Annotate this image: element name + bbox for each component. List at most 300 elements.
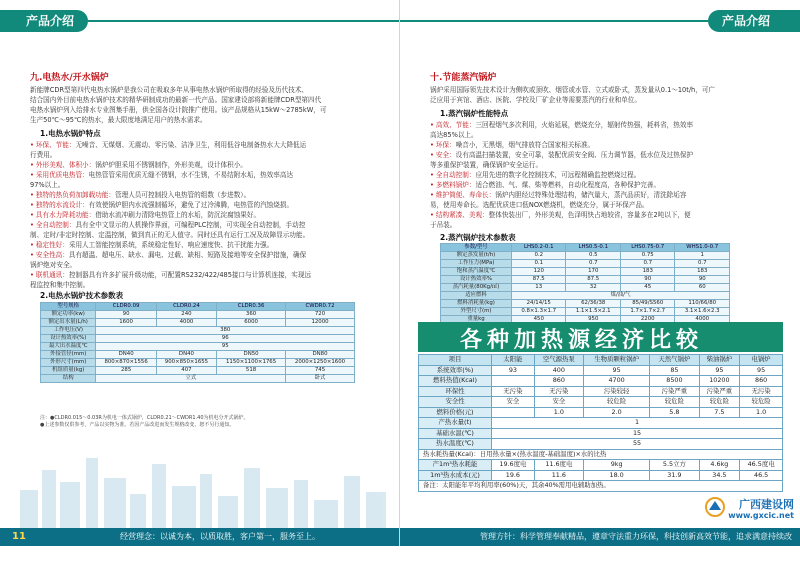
table-header-cell: 空气源热泵 xyxy=(534,355,583,366)
bullet-icon: • xyxy=(30,141,34,149)
table-cell: 0.5 xyxy=(566,252,621,260)
feature-item xyxy=(30,200,385,210)
table-cell: 7.5 xyxy=(699,407,740,418)
table-cell: 12000 xyxy=(286,319,355,327)
table-cell: 1.0 xyxy=(740,407,783,418)
table-cell: 800×870×1556 xyxy=(96,359,156,367)
table-cell: 360 xyxy=(217,311,286,319)
feature-key: 高效、节能： xyxy=(435,121,476,129)
table-header-cell: WHS1.0-0.7 xyxy=(675,244,730,252)
table-header-cell: CWDR0.72 xyxy=(286,303,355,311)
feature-text: 管理人员可控制投入电热管的组数（步进数）。 xyxy=(115,191,251,199)
left-header-tab: 产品介绍 xyxy=(0,10,88,32)
table-cell: 0.7 xyxy=(620,260,675,268)
table-cell: 93 xyxy=(492,365,535,376)
table-cell: 安全 xyxy=(492,397,535,408)
table-cell: 立式 xyxy=(96,375,286,383)
bullet-icon: • xyxy=(30,191,34,199)
table-header-cell: 生物质颗粒锅炉 xyxy=(583,355,649,366)
formula-cell: 热水耗热量(Kcal)：日用热水量×(热水温度-基础温度)×水的比热 xyxy=(419,449,783,460)
feature-key: 全自动控制： xyxy=(435,171,476,179)
bullet-icon: • xyxy=(430,171,434,179)
feature-item xyxy=(430,220,788,230)
feature-text: 噪音小，无黑烟，烟气排放符合国家相关标准。 xyxy=(455,141,595,149)
table-cell: 0.75 xyxy=(620,252,675,260)
left-intro-line: 结合国内外目前电热水锅炉技术的精华研制成功的最新一代产品。国家建设部将新能牌CDR型第四代 xyxy=(30,96,322,104)
table-header-cell: 柴油锅炉 xyxy=(699,355,740,366)
table-cell: 85/49/S560 xyxy=(620,300,675,308)
table-cell: 95 xyxy=(740,365,783,376)
feature-text: 三回程烟气多次利用，火焰延展，燃烧充分，辐射传热强，耗料省，热效率 xyxy=(475,121,694,129)
feature-text: 行费用。 xyxy=(30,151,57,159)
table-cell: 34.5 xyxy=(699,470,740,481)
table-cell: 46.5 xyxy=(740,470,783,481)
table-cell: 95 xyxy=(583,365,649,376)
feature-key: 联机通讯： xyxy=(35,271,69,279)
table-cell: 2.0 xyxy=(583,407,649,418)
feature-item xyxy=(430,170,788,180)
electric-boiler-spec-table xyxy=(40,302,355,383)
table-row xyxy=(419,428,783,439)
feature-text: 易，使用寿命长。选配优质进口低NOX燃烧机，燃烧充分，属于环保产品。 xyxy=(430,201,649,209)
footer-motto: 管理方针：科学管理奉献精品，遵章守法重力环保，科技创新高效节能，追求满意持续改进。 xyxy=(480,532,792,559)
feature-key: 采用优质电热管： xyxy=(35,171,89,179)
feature-text: 电热管管采用优质无缝不锈钢，水不生锈，不易结附水垢，热效率高达 xyxy=(88,171,294,179)
feature-item xyxy=(30,170,385,180)
left-intro-line: 电热水锅炉列入给排水专业图集手册，供全国各设计院推广使用。该产品规格从15kW～2785kW，可 xyxy=(30,106,327,114)
table-cell: 90 xyxy=(96,311,156,319)
table-cell: 外接管径(mm) xyxy=(41,351,96,359)
table-cell: 400 xyxy=(534,365,583,376)
table-cell: 煤/油/气 xyxy=(511,292,729,300)
bullet-icon: • xyxy=(30,211,34,219)
table-row xyxy=(441,276,730,284)
table-cell: 18.0 xyxy=(583,470,649,481)
feature-text: 97%以上。 xyxy=(30,181,65,189)
bullet-icon: • xyxy=(30,251,34,259)
bullet-icon: • xyxy=(30,171,34,179)
table-cell: 5.8 xyxy=(650,407,699,418)
table-cell: DN80 xyxy=(286,351,355,359)
feature-item xyxy=(30,210,385,220)
feature-item xyxy=(430,130,788,140)
table-cell: 110/66/80 xyxy=(675,300,730,308)
table-header-row xyxy=(441,244,730,252)
table-cell: 燃料热值(Kcal) xyxy=(419,376,492,387)
feature-text: 制、定时/非定时控制、定温控制，做到真正的无人值守。同时还具有运行工况及故障显示功能。 xyxy=(30,231,310,239)
table-cell: 较危险 xyxy=(740,397,783,408)
right-features-list xyxy=(430,120,788,230)
table-cell: 407 xyxy=(156,367,216,375)
table-header-cell: 电锅炉 xyxy=(740,355,783,366)
table-cell: 11.6度电 xyxy=(534,460,583,471)
table-cell: 额定蒸发量(t/h) xyxy=(441,252,512,260)
feature-item xyxy=(30,140,385,150)
left-page xyxy=(0,0,400,546)
table-row xyxy=(419,418,783,429)
table-cell: 4.6kg xyxy=(699,460,740,471)
table-cell: 31.9 xyxy=(650,470,699,481)
feature-item xyxy=(30,260,385,270)
feature-text: 借助水流冲刷力清除电热管上的水垢，防沉淀腐蚀果好。 xyxy=(95,211,261,219)
table-cell: 机组质量(kg) xyxy=(41,367,96,375)
feature-key: 安全性高： xyxy=(35,251,69,259)
table-cell: 860 xyxy=(534,376,583,387)
table-cell: 较危险 xyxy=(699,397,740,408)
left-intro-line: 新能牌CDR型第四代电热水锅炉是我公司在吸取多年从事电热水锅炉所取得的经验及历代技术、 xyxy=(30,86,309,94)
bullet-icon: • xyxy=(430,151,434,159)
feature-item xyxy=(30,280,385,290)
table-row xyxy=(41,359,355,367)
feature-key: 维护简便、寿命长： xyxy=(435,191,496,199)
table-cell: 46.5度电 xyxy=(740,460,783,471)
right-section-title: 十.节能蒸汽锅炉 xyxy=(430,73,497,83)
feature-key: 多燃料锅炉： xyxy=(435,181,476,189)
table-cell: 产1m³热水耗能 xyxy=(419,460,492,471)
table-cell: 无污染 xyxy=(740,386,783,397)
table-cell: 1600 xyxy=(96,319,156,327)
right-intro-line: 泛应用于宾馆、酒店、医院、学校及厂矿企业等需要蒸汽的行业和单位。 xyxy=(430,96,641,104)
feature-item xyxy=(430,210,788,220)
table-cell: 产热水量(t) xyxy=(419,418,492,429)
table-header-cell: 太阳能 xyxy=(492,355,535,366)
table-cell: 5.5立方 xyxy=(650,460,699,471)
table-row xyxy=(41,335,355,343)
right-footer xyxy=(400,528,800,559)
left-section-title: 九.电热水/开水锅炉 xyxy=(30,73,109,83)
feature-item xyxy=(430,150,788,160)
table-cell: 6000 xyxy=(217,319,286,327)
table-row xyxy=(419,439,783,450)
feature-item xyxy=(430,160,788,170)
feature-item xyxy=(430,190,788,200)
table-cell: 安全性 xyxy=(419,397,492,408)
comparison-banner xyxy=(418,322,783,352)
table-cell: 1m³热水成本(元) xyxy=(419,470,492,481)
table-row xyxy=(419,397,783,408)
left-features-list xyxy=(30,140,385,290)
table-cell: 55 xyxy=(492,439,783,450)
note-line: 注：●CLDR0.015～0.03R为机电一体式锅炉，CLDR0.21～CWDR1.40为机电分开式锅炉。 xyxy=(40,415,249,421)
table-row xyxy=(441,292,730,300)
left-table-title: 2.电热水锅炉技术参数表 xyxy=(40,291,124,300)
table-header-cell: LHS0.75-0.7 xyxy=(620,244,675,252)
right-header-tab: 产品介绍 xyxy=(708,10,800,32)
feature-text: 锅炉内胆经过特殊处理结构，储汽量大，蒸汽品质好，清洗除垢容 xyxy=(495,191,687,199)
table-row xyxy=(419,386,783,397)
table-cell xyxy=(492,376,535,387)
table-cell: 745 xyxy=(286,367,355,375)
table-cell: 额定功率(kw) xyxy=(41,311,96,319)
table-header-cell: LHS0.5-0.1 xyxy=(566,244,621,252)
table-cell: 90 xyxy=(620,276,675,284)
table-cell xyxy=(492,407,535,418)
feature-text: 等多重保护装置，确保锅炉安全运行。 xyxy=(430,161,543,169)
bullet-icon: • xyxy=(30,241,34,249)
table-cell: 设计热效率% xyxy=(441,276,512,284)
feature-key: 环保： xyxy=(435,141,456,149)
feature-text: 适合燃油、气、煤、柴等燃料，自动化程度高，各种保护完善。 xyxy=(475,181,661,189)
table-cell: 85 xyxy=(650,365,699,376)
table-row xyxy=(41,343,355,351)
table-cell: 工作电压(V) xyxy=(41,327,96,335)
table-cell: 0.7 xyxy=(675,260,730,268)
table-cell: 1.1×1.5×2.1 xyxy=(566,308,621,316)
table-cell: DN40 xyxy=(156,351,216,359)
table-header-cell: CLDR0.24 xyxy=(156,303,216,311)
table-cell: 95 xyxy=(96,343,355,351)
table-cell: 720 xyxy=(286,311,355,319)
feature-text: 无噪音、无煤烟、无震动、零污染、洁净卫生，利用低谷电制备热水大大降低运 xyxy=(75,141,307,149)
table-header-row xyxy=(41,303,355,311)
table-cell: 外形尺寸(mm) xyxy=(41,359,96,367)
table-cell: 90 xyxy=(675,276,730,284)
table-cell: 19.6度电 xyxy=(492,460,535,471)
feature-text: 有效使锅炉胆内水流强制循环，避免了过冷沸腾，电热管的汽蚀烧损。 xyxy=(88,201,294,209)
feature-item xyxy=(430,180,788,190)
table-cell: 10200 xyxy=(699,376,740,387)
table-header-cell: 天然气锅炉 xyxy=(650,355,699,366)
feature-item xyxy=(430,120,788,130)
header-rule xyxy=(400,20,708,22)
table-cell: 污染严重 xyxy=(699,386,740,397)
feature-item xyxy=(30,270,385,280)
table-header-row xyxy=(419,355,783,366)
right-features-title: 1.蒸汽锅炉性能特点 xyxy=(440,109,509,118)
table-cell: 87.5 xyxy=(511,276,566,284)
table-row xyxy=(41,375,355,383)
table-row xyxy=(41,319,355,327)
table-cell: 外型尺寸(m) xyxy=(441,308,512,316)
feature-text: 设有高温扫描装置，安全可靠，装配优质安全阀、压力调节器，低水位及过热保护 xyxy=(455,151,694,159)
watermark-icon xyxy=(704,496,726,518)
feature-key: 环保、节能： xyxy=(35,141,76,149)
note-line: ●上述参数仅供参考，产品以实物为准。若因产品改进而发生规格改变，恕不另行通知。 xyxy=(40,422,235,428)
table-cell: 8500 xyxy=(650,376,699,387)
left-notes xyxy=(40,415,380,429)
table-cell: 无污染 xyxy=(492,386,535,397)
city-skyline-decoration xyxy=(0,450,400,528)
bullet-icon: • xyxy=(430,121,434,129)
table-row xyxy=(419,407,783,418)
table-cell: 环保性 xyxy=(419,386,492,397)
table-cell: 170 xyxy=(566,268,621,276)
feature-item xyxy=(30,250,385,260)
table-cell: 重量kg xyxy=(441,316,512,324)
table-cell: 3.1×1.6×2.3 xyxy=(675,308,730,316)
table-cell: 60 xyxy=(675,284,730,292)
left-intro xyxy=(30,85,385,125)
feature-item xyxy=(30,220,385,230)
table-row xyxy=(419,449,783,460)
watermark-url: www.gxcic.net xyxy=(728,511,794,520)
table-cell: 设计热效率(%) xyxy=(41,335,96,343)
feature-key: 结构紧凑、美观： xyxy=(435,211,489,219)
table-row xyxy=(441,308,730,316)
table-cell: 19.6 xyxy=(492,470,535,481)
table-cell: 1 xyxy=(675,252,730,260)
bullet-icon: • xyxy=(30,161,34,169)
table-cell: 4000 xyxy=(156,319,216,327)
table-cell: 1.7×1.7×2.7 xyxy=(620,308,675,316)
table-cell: 4700 xyxy=(583,376,649,387)
table-row xyxy=(419,376,783,387)
bullet-icon: • xyxy=(430,191,434,199)
table-cell: 蒸汽耗量(80Kg/㎡) xyxy=(441,284,512,292)
table-cell: 基础水温(℃) xyxy=(419,428,492,439)
table-row xyxy=(41,311,355,319)
feature-key: 稳定性好： xyxy=(35,241,69,249)
table-row xyxy=(441,268,730,276)
table-cell: 24/14/15 xyxy=(511,300,566,308)
watermark-text: 广西建设网 xyxy=(739,498,794,511)
feature-key: 全自动控制： xyxy=(35,221,76,229)
feature-item xyxy=(30,160,385,170)
table-cell: 87.5 xyxy=(566,276,621,284)
feature-text: 采用人工智能控制系统，系统稳定性好、响应速度快、抗干扰能力强。 xyxy=(68,241,274,249)
comparison-banner-title: 各种加热源经济比较 xyxy=(460,327,704,353)
table-cell: 4000 xyxy=(675,316,730,324)
table-cell: 0.2 xyxy=(511,252,566,260)
table-cell: 污染严重 xyxy=(650,386,699,397)
right-table-title: 2.蒸汽锅炉技术参数表 xyxy=(440,233,516,242)
table-cell: 2000×1250×1600 xyxy=(286,359,355,367)
watermark-logo xyxy=(704,494,796,526)
table-row xyxy=(441,284,730,292)
table-cell: 9kg xyxy=(583,460,649,471)
bullet-icon: • xyxy=(430,141,434,149)
bullet-icon: • xyxy=(30,271,34,279)
feature-item xyxy=(430,140,788,150)
table-cell: 0.8×1.3×1.7 xyxy=(511,308,566,316)
table-cell: 燃料价格(元) xyxy=(419,407,492,418)
steam-boiler-spec-table xyxy=(440,243,730,324)
table-cell: 32 xyxy=(566,284,621,292)
table-cell: DN50 xyxy=(217,351,286,359)
footnote-cell: 备注：太阳能年平均利用率(60%)天，其余40%需用电辅助加热。 xyxy=(419,481,783,492)
right-page xyxy=(400,0,800,559)
table-row xyxy=(41,351,355,359)
table-cell: 热水温度(℃) xyxy=(419,439,492,450)
left-intro-line: 生产50℃～95℃的热水，最大限度地满足用户的热水需求。 xyxy=(30,116,207,124)
table-cell: 0.1 xyxy=(511,260,566,268)
table-cell: 11.6 xyxy=(534,470,583,481)
table-cell: 285 xyxy=(96,367,156,375)
table-cell: 15 xyxy=(492,428,783,439)
table-row xyxy=(419,470,783,481)
bullet-icon: • xyxy=(430,211,434,219)
heat-source-comparison-table xyxy=(418,354,783,492)
feature-key: 外形美观、体积小： xyxy=(35,161,96,169)
feature-key: 具有水力降耗功能： xyxy=(35,211,96,219)
table-row xyxy=(419,481,783,492)
table-header-cell: 参数/型号 xyxy=(441,244,512,252)
feature-text: 应用先进的数字化控制技术，可远程精确监控燃烧过程。 xyxy=(475,171,641,179)
bullet-icon: • xyxy=(30,221,34,229)
table-row xyxy=(441,300,730,308)
feature-text: 高达85%以上。 xyxy=(430,131,478,139)
table-cell: 950 xyxy=(566,316,621,324)
left-footer xyxy=(0,528,399,546)
table-header-cell: 项目 xyxy=(419,355,492,366)
feature-item xyxy=(30,240,385,250)
table-row xyxy=(41,367,355,375)
table-cell: 适应燃料 xyxy=(441,292,512,300)
table-header-cell: LHS0.2-0.1 xyxy=(511,244,566,252)
feature-text: 整体快装出厂，外形美观，色泽明快占地较省，容量多在2吨以下，便 xyxy=(488,211,691,219)
feature-key: 独特的热负荷加卸载功能： xyxy=(35,191,116,199)
table-cell: 1 xyxy=(492,418,783,429)
feature-key: 安全： xyxy=(435,151,456,159)
table-cell: 183 xyxy=(675,268,730,276)
table-cell: 900×850×1655 xyxy=(156,359,216,367)
page-number: 11 xyxy=(12,531,26,542)
table-cell: 额定出水量(L/h) xyxy=(41,319,96,327)
feature-text: 锅炉炉胆采用不锈钢制作，外形美观，设计体积小。 xyxy=(95,161,247,169)
table-cell: 380 xyxy=(96,327,355,335)
table-row xyxy=(419,365,783,376)
table-cell: 1.0 xyxy=(534,407,583,418)
feature-item xyxy=(430,200,788,210)
left-features-title: 1.电热水锅炉特点 xyxy=(40,129,101,138)
feature-item xyxy=(30,190,385,200)
table-cell: 安全 xyxy=(534,397,583,408)
feature-text: 程监控和集中控制。 xyxy=(30,281,90,289)
table-cell: 95 xyxy=(699,365,740,376)
table-cell: 13 xyxy=(511,284,566,292)
table-cell: 较危险 xyxy=(583,397,649,408)
table-cell: 45 xyxy=(620,284,675,292)
table-cell: 860 xyxy=(740,376,783,387)
feature-text: 于吊装。 xyxy=(430,221,457,229)
table-cell: 饱和蒸汽温度℃ xyxy=(441,268,512,276)
feature-key: 独特的水流设计： xyxy=(35,201,89,209)
table-cell: 较危险 xyxy=(650,397,699,408)
table-row xyxy=(441,260,730,268)
table-cell: 183 xyxy=(620,268,675,276)
table-cell: 240 xyxy=(156,311,216,319)
feature-text: 具有超温、超电压、缺水、漏电、过载、缺相、短路及接地等安全保护措施，确保 xyxy=(68,251,307,259)
table-cell: 燃料消耗量(kg) xyxy=(441,300,512,308)
bullet-icon: • xyxy=(30,201,34,209)
table-header-cell: 型号规格 xyxy=(41,303,96,311)
table-header-cell: CLDR0.36 xyxy=(217,303,286,311)
footer-motto: 经营理念：以诚为本，以质取胜，客户第一，服务至上。 xyxy=(120,532,320,541)
feature-text: 具有全中文显示的人机操作界面，可编程PLC控制，可实现全自动控制，手动控 xyxy=(75,221,306,229)
right-intro xyxy=(430,85,785,105)
feature-item xyxy=(30,230,385,240)
table-cell: DN40 xyxy=(96,351,156,359)
table-cell: 卧式 xyxy=(286,375,355,383)
table-cell: 工作压力(MPa) xyxy=(441,260,512,268)
table-cell: 污染较轻 xyxy=(583,386,649,397)
table-cell: 450 xyxy=(511,316,566,324)
table-cell: 无污染 xyxy=(534,386,583,397)
header-rule xyxy=(88,20,399,22)
table-row xyxy=(419,460,783,471)
table-row xyxy=(41,327,355,335)
table-cell: 0.7 xyxy=(566,260,621,268)
right-intro-line: 锅炉采用国际领先技术设计为侧吹或顶吹、烟管或水管、立式或卧式，蒸发量从0.1～10t/h，可广 xyxy=(430,86,716,94)
feature-item xyxy=(30,150,385,160)
table-cell: 系统效率(%) xyxy=(419,365,492,376)
table-cell: 62/36/38 xyxy=(566,300,621,308)
table-row xyxy=(441,252,730,260)
table-cell: 最大出水温度℃ xyxy=(41,343,96,351)
table-header-cell: CLDR0.09 xyxy=(96,303,156,311)
table-cell: 96 xyxy=(96,335,355,343)
feature-text: 锅炉绝对安全。 xyxy=(30,261,77,269)
